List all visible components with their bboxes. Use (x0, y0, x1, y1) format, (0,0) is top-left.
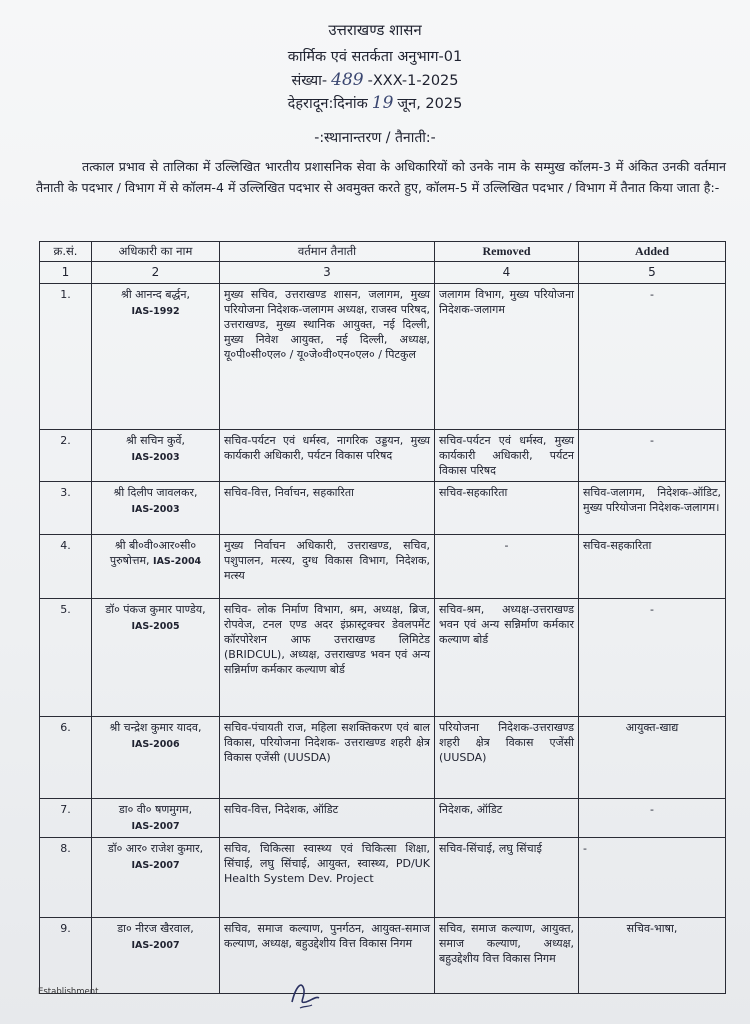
table-row (40, 599, 726, 717)
officer-name-text: श्री आनन्द बर्द्धन, (121, 288, 190, 301)
table-row (40, 535, 726, 599)
officer-batch: IAS-2007 (131, 940, 180, 951)
table-row (40, 482, 726, 535)
signature-mark (286, 972, 326, 1012)
order-number-code: -XXX-1-2025 (367, 73, 459, 89)
officer-name-text: डा० नीरज खैरवाल, (117, 922, 194, 935)
removed-posting: - (435, 535, 579, 599)
officer-name (92, 482, 220, 535)
column-number: 2 (92, 262, 220, 284)
officer-name-text: डॉ० पंकज कुमार पाण्डेय, (105, 603, 206, 616)
officer-name-text: श्री चन्द्रेश कुमार यादव, (109, 721, 202, 734)
row-sn: 8. (40, 838, 92, 918)
officer-batch: IAS-1992 (131, 306, 180, 317)
table-row (40, 918, 726, 994)
table-row (40, 838, 726, 918)
officer-name (92, 799, 220, 838)
officer-name (92, 284, 220, 430)
added-posting: सचिव-भाषा, (579, 918, 726, 994)
officer-batch: IAS-2006 (131, 739, 180, 750)
officer-name-text: श्री सचिन कुर्वे, (125, 434, 186, 447)
current-posting: सचिव-पंचायती राज, महिला सशक्तिकरण एवं बाल विकास, परियोजना निदेशक- उत्तराखण्ड शहरी क्षेत्र विकास एजेंसी (UUSDA) (220, 717, 435, 799)
officer-name-text: श्री दिलीप जावलकर, (113, 486, 198, 499)
row-sn: 3. (40, 482, 92, 535)
removed-posting: सचिव, समाज कल्याण, आयुक्त, समाज कल्याण, अध्यक्ष, बहुउद्देशीय वित्त विकास निगम (435, 918, 579, 994)
removed-posting: सचिव-पर्यटन एवं धर्मस्व, मुख्य कार्यकारी अधिकारी, पर्यटन विकास परिषद (435, 430, 579, 482)
header-removed: Removed (435, 242, 579, 262)
establishment-stamp: Establishment (38, 987, 99, 997)
current-posting: सचिव-पर्यटन एवं धर्मस्व, नागरिक उड्डयन, मुख्य कार्यकारी अधिकारी, पर्यटन विकास परिषद (220, 430, 435, 482)
officer-batch: IAS-2004 (153, 556, 202, 567)
removed-posting: सचिव-सहकारिता (435, 482, 579, 535)
added-posting: - (579, 430, 726, 482)
order-number (0, 70, 750, 90)
header-current-posting: वर्तमान तैनाती (220, 242, 435, 262)
row-sn: 1. (40, 284, 92, 430)
officer-batch: IAS-2003 (131, 452, 180, 463)
current-posting: सचिव-वित्त, निदेशक, ऑडिट (220, 799, 435, 838)
officer-name (92, 838, 220, 918)
date-label: देहरादून:दिनांक (287, 96, 368, 112)
current-posting: मुख्य सचिव, उत्तराखण्ड शासन, जलागम, मुख्य परियोजना निदेशक-जलागम अध्यक्ष, राजस्व परिषद, उत्तराखण्ड, मुख्य स्थानिक आयुक्त, नई दिल्ली, मुख्य निवेश आयुक्त, नई दिल्ली, अध्यक्ष, यू०पी०सी०एल० / यू०जे०वी०एन०एल० / पिटकुल (220, 284, 435, 430)
column-number: 1 (40, 262, 92, 284)
table-header-row (40, 242, 726, 262)
table-row (40, 717, 726, 799)
table-row (40, 284, 726, 430)
table-row (40, 799, 726, 838)
column-number: 5 (579, 262, 726, 284)
row-sn: 5. (40, 599, 92, 717)
subject-line: -:स्थानान्तरण / तैनाती:- (314, 130, 436, 146)
handwritten-date: 19 (371, 93, 394, 113)
current-posting: सचिव, चिकित्सा स्वास्थ्य एवं चिकित्सा शिक्षा, सिंचाई, लघु सिंचाई, आयुक्त, स्वास्थ्य, PD/UK Health System Dev. Project (220, 838, 435, 918)
officer-name-text: डॉ० आर० राजेश कुमार, (107, 842, 204, 855)
removed-posting: जलागम विभाग, मुख्य परियोजना निदेशक-जलागम (435, 284, 579, 430)
government-title: उत्तराखण्ड शासन (328, 21, 422, 39)
added-posting: सचिव-जलागम, निदेशक-ऑडिट, मुख्य परियोजना निदेशक-जलागम। (579, 482, 726, 535)
added-posting: सचिव-सहकारिता (579, 535, 726, 599)
officer-name (92, 535, 220, 599)
header-officer-name: अधिकारी का नाम (92, 242, 220, 262)
added-posting: आयुक्त-खाद्य (579, 717, 726, 799)
row-sn: 4. (40, 535, 92, 599)
removed-posting: सचिव-श्रम, अध्यक्ष-उत्तराखण्ड भवन एवं अन्य सन्निर्माण कर्मकार कल्याण बोर्ड (435, 599, 579, 717)
order-number-label: संख्या- (291, 73, 328, 89)
order-date (0, 93, 750, 113)
officer-name (92, 918, 220, 994)
header-added: Added (579, 242, 726, 262)
column-number: 4 (435, 262, 579, 284)
added-posting: - (579, 799, 726, 838)
added-posting: - (579, 838, 726, 918)
current-posting: मुख्य निर्वाचन अधिकारी, उत्तराखण्ड, सचिव, पशुपालन, मत्स्य, दुग्ध विकास विभाग, निदेशक, मत्स्य (220, 535, 435, 599)
officer-batch: IAS-2005 (131, 621, 180, 632)
officer-name (92, 717, 220, 799)
handwritten-number: 489 (331, 70, 364, 90)
officer-batch: IAS-2007 (131, 821, 180, 832)
row-sn: 7. (40, 799, 92, 838)
department-title: कार्मिक एवं सतर्कता अनुभाग-01 (287, 49, 463, 65)
transfer-table (39, 241, 726, 994)
row-sn: 9. (40, 918, 92, 994)
header-sn: क्र.सं. (40, 242, 92, 262)
removed-posting: परियोजना निदेशक-उत्तराखण्ड शहरी क्षेत्र विकास एजेंसी (UUSDA) (435, 717, 579, 799)
removed-posting: सचिव-सिंचाई, लघु सिंचाई (435, 838, 579, 918)
column-number: 3 (220, 262, 435, 284)
current-posting: सचिव, समाज कल्याण, पुनर्गठन, आयुक्त-समाज कल्याण, अध्यक्ष, बहुउद्देशीय वित्त विकास निगम (220, 918, 435, 994)
column-number-row (40, 262, 726, 284)
removed-posting: निदेशक, ऑडिट (435, 799, 579, 838)
current-posting: सचिव-वित्त, निर्वाचन, सहकारिता (220, 482, 435, 535)
current-posting: सचिव- लोक निर्माण विभाग, श्रम, अध्यक्ष, ब्रिज, रोपवेज, टनल एण्ड अदर इंफ्रास्ट्रक्चर डेवलपमेंट कॉरपोरेशन आफ उत्तराखण्ड लिमिटेड (BRIDCUL), अध्यक्ष, उत्तराखण्ड भवन एवं अन्य सन्निर्माण कर्मकार कल्याण बोर्ड (220, 599, 435, 717)
row-sn: 2. (40, 430, 92, 482)
officer-batch: IAS-2003 (131, 504, 180, 515)
officer-name (92, 430, 220, 482)
officer-name (92, 599, 220, 717)
row-sn: 6. (40, 717, 92, 799)
intro-paragraph: तत्काल प्रभाव से तालिका में उल्लिखित भारतीय प्रशासनिक सेवा के अधिकारियों को उनके नाम के सम्मुख कॉलम-3 में अंकित उनकी वर्तमान तैनाती के पदभार / विभाग में से कॉलम-4 में उल्लिखित पदभार से अवमुक्त करते हुए, कॉलम-5 में उल्लिखित पदभार / विभाग में तैनात किया जाता है:- (36, 159, 726, 195)
officer-name-text: श्री बी०वी०आर०सी० पुरुषोत्तम, (109, 539, 197, 567)
added-posting: - (579, 599, 726, 717)
officer-name-text: डा० वी० षणमुगम, (118, 803, 193, 816)
date-month-year: जून, 2025 (397, 96, 463, 112)
added-posting: - (579, 284, 726, 430)
table-row (40, 430, 726, 482)
officer-batch: IAS-2007 (131, 860, 180, 871)
